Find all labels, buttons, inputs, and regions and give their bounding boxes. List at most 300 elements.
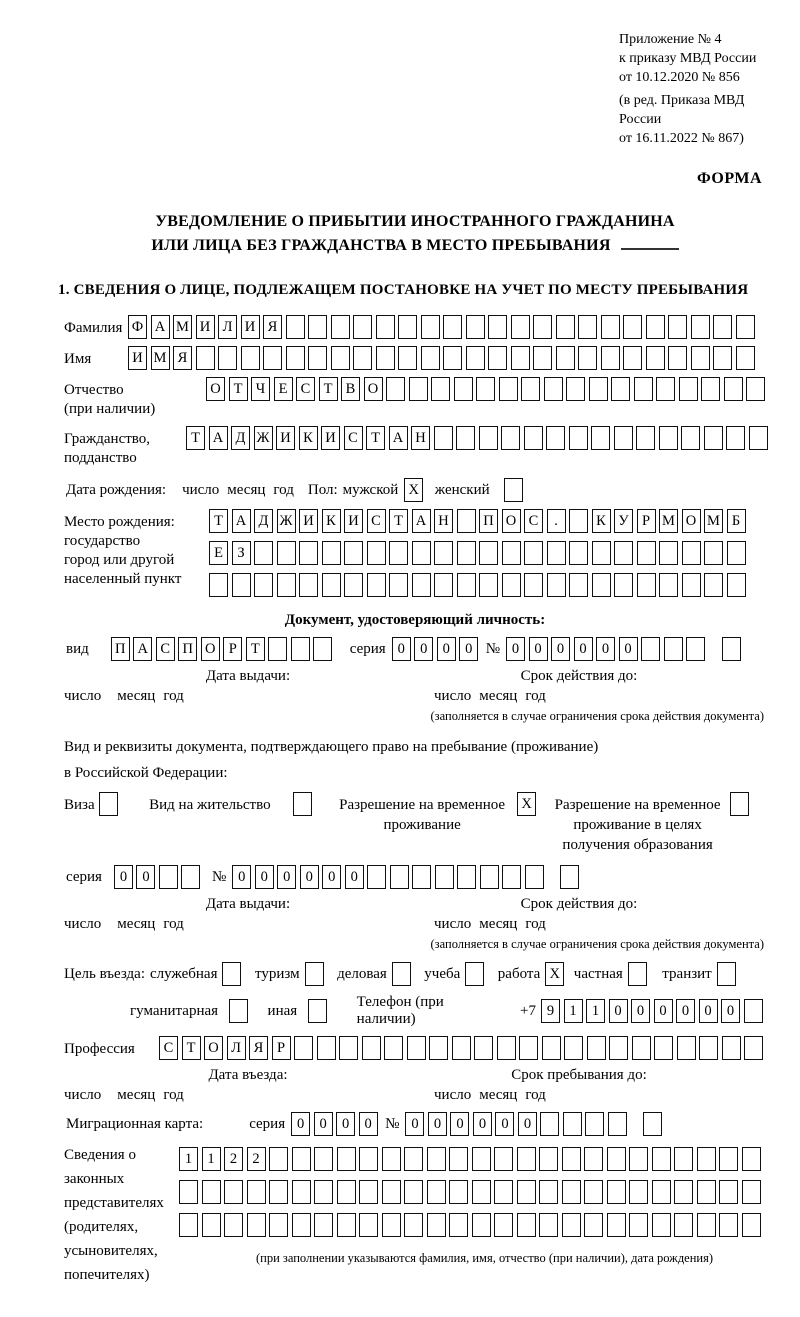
char-box[interactable]: И [276, 426, 295, 450]
char-box[interactable] [664, 637, 683, 661]
char-box[interactable]: 0 [437, 637, 456, 661]
char-box[interactable] [359, 1213, 378, 1237]
char-box[interactable]: А [389, 426, 408, 450]
char-box[interactable]: 0 [518, 1112, 537, 1136]
char-box[interactable] [654, 1036, 673, 1060]
char-box[interactable]: А [133, 637, 152, 661]
char-box[interactable] [427, 1147, 446, 1171]
char-box[interactable]: 2 [224, 1147, 243, 1171]
char-box[interactable]: 0 [450, 1112, 469, 1136]
char-box[interactable] [607, 1213, 626, 1237]
char-box[interactable] [457, 573, 476, 597]
char-box[interactable] [466, 346, 485, 370]
char-box[interactable] [179, 1180, 198, 1204]
char-box[interactable] [542, 1036, 561, 1060]
char-box[interactable]: А [209, 426, 228, 450]
char-box[interactable] [623, 346, 642, 370]
residence-permit-checkbox[interactable] [293, 792, 316, 816]
char-box[interactable]: Н [411, 426, 430, 450]
char-box[interactable] [376, 315, 395, 339]
char-box[interactable] [533, 346, 552, 370]
char-box[interactable] [344, 541, 363, 565]
char-box[interactable] [511, 346, 530, 370]
char-box[interactable]: Р [223, 637, 242, 661]
char-box[interactable] [427, 1213, 446, 1237]
purpose-study-checkbox[interactable] [465, 962, 488, 986]
char-box[interactable] [746, 377, 765, 401]
char-box[interactable] [488, 315, 507, 339]
char-box[interactable] [744, 999, 763, 1023]
char-box[interactable] [742, 1213, 761, 1237]
char-box[interactable] [247, 1213, 266, 1237]
char-box[interactable]: И [196, 315, 215, 339]
char-box[interactable] [480, 865, 499, 889]
char-box[interactable] [362, 1036, 381, 1060]
purpose-private-checkbox[interactable] [628, 962, 651, 986]
char-box[interactable] [392, 962, 411, 986]
char-box[interactable] [646, 346, 665, 370]
char-box[interactable] [569, 426, 588, 450]
birthplace-line3-input[interactable] [209, 573, 749, 597]
char-box[interactable] [99, 792, 118, 816]
char-box[interactable] [713, 315, 732, 339]
char-box[interactable] [699, 1036, 718, 1060]
char-box[interactable] [457, 865, 476, 889]
surname-input[interactable] [128, 315, 758, 339]
char-box[interactable] [544, 377, 563, 401]
char-box[interactable]: Ж [254, 426, 273, 450]
char-box[interactable] [674, 1147, 693, 1171]
char-box[interactable]: С [296, 377, 315, 401]
char-box[interactable] [641, 637, 660, 661]
char-box[interactable] [389, 573, 408, 597]
char-box[interactable] [608, 1112, 627, 1136]
char-box[interactable] [563, 1112, 582, 1136]
char-box[interactable] [497, 1036, 516, 1060]
birthplace-line1-input[interactable] [209, 509, 749, 533]
char-box[interactable] [202, 1213, 221, 1237]
char-box[interactable] [181, 865, 200, 889]
char-box[interactable] [629, 1180, 648, 1204]
char-box[interactable] [434, 541, 453, 565]
char-box[interactable] [569, 573, 588, 597]
char-box[interactable]: С [344, 426, 363, 450]
char-box[interactable] [742, 1180, 761, 1204]
char-box[interactable] [749, 426, 768, 450]
migration-series-input[interactable] [291, 1112, 381, 1136]
char-box[interactable] [502, 541, 521, 565]
char-box[interactable] [517, 1213, 536, 1237]
char-box[interactable]: Т [186, 426, 205, 450]
char-box[interactable] [652, 1180, 671, 1204]
char-box[interactable] [384, 1036, 403, 1060]
char-box[interactable] [299, 573, 318, 597]
char-box[interactable] [382, 1147, 401, 1171]
char-box[interactable] [539, 1213, 558, 1237]
char-box[interactable] [646, 315, 665, 339]
char-box[interactable]: 0 [114, 865, 133, 889]
char-box[interactable]: 0 [676, 999, 695, 1023]
char-box[interactable] [465, 962, 484, 986]
char-box[interactable] [367, 865, 386, 889]
char-box[interactable] [412, 541, 431, 565]
char-box[interactable]: 0 [506, 637, 525, 661]
char-box[interactable]: П [111, 637, 130, 661]
char-box[interactable] [367, 573, 386, 597]
char-box[interactable] [337, 1180, 356, 1204]
char-box[interactable] [277, 541, 296, 565]
char-box[interactable] [614, 573, 633, 597]
char-box[interactable]: М [173, 315, 192, 339]
char-box[interactable]: Е [274, 377, 293, 401]
char-box[interactable] [637, 573, 656, 597]
char-box[interactable] [722, 637, 741, 661]
char-box[interactable] [494, 1213, 513, 1237]
char-box[interactable] [472, 1213, 491, 1237]
char-box[interactable] [713, 346, 732, 370]
char-box[interactable]: 0 [609, 999, 628, 1023]
char-box[interactable] [504, 478, 523, 502]
char-box[interactable]: X [545, 962, 564, 986]
char-box[interactable]: 0 [721, 999, 740, 1023]
char-box[interactable]: М [151, 346, 170, 370]
char-box[interactable] [502, 573, 521, 597]
char-box[interactable]: 0 [336, 1112, 355, 1136]
char-box[interactable]: Т [366, 426, 385, 450]
char-box[interactable] [679, 377, 698, 401]
char-box[interactable] [607, 1147, 626, 1171]
char-box[interactable] [232, 573, 251, 597]
char-box[interactable] [434, 573, 453, 597]
char-box[interactable] [562, 1147, 581, 1171]
purpose-official-checkbox[interactable] [222, 962, 245, 986]
char-box[interactable] [292, 1180, 311, 1204]
char-box[interactable] [474, 1036, 493, 1060]
char-box[interactable] [449, 1147, 468, 1171]
char-box[interactable] [547, 541, 566, 565]
char-box[interactable] [533, 315, 552, 339]
char-box[interactable] [686, 637, 705, 661]
char-box[interactable]: Т [209, 509, 228, 533]
char-box[interactable] [656, 377, 675, 401]
char-box[interactable] [202, 1180, 221, 1204]
char-box[interactable]: М [704, 509, 723, 533]
char-box[interactable]: Т [319, 377, 338, 401]
char-box[interactable] [524, 573, 543, 597]
char-box[interactable]: К [322, 509, 341, 533]
char-box[interactable] [697, 1147, 716, 1171]
char-box[interactable]: Д [231, 426, 250, 450]
char-box[interactable]: Е [209, 541, 228, 565]
char-box[interactable] [722, 1036, 741, 1060]
char-box[interactable]: И [321, 426, 340, 450]
char-box[interactable] [472, 1147, 491, 1171]
char-box[interactable] [454, 377, 473, 401]
char-box[interactable]: Б [727, 509, 746, 533]
char-box[interactable] [726, 426, 745, 450]
char-box[interactable] [614, 541, 633, 565]
residence-series-input[interactable] [114, 865, 204, 889]
sex-male-checkbox[interactable] [404, 478, 427, 502]
char-box[interactable]: Я [263, 315, 282, 339]
char-box[interactable]: Ч [251, 377, 270, 401]
purpose-business-checkbox[interactable] [392, 962, 415, 986]
char-box[interactable]: . [547, 509, 566, 533]
char-box[interactable] [286, 346, 305, 370]
char-box[interactable]: З [232, 541, 251, 565]
char-box[interactable] [449, 1180, 468, 1204]
char-box[interactable]: 0 [459, 637, 478, 661]
char-box[interactable] [517, 1180, 536, 1204]
char-box[interactable] [539, 1180, 558, 1204]
char-box[interactable] [569, 509, 588, 533]
char-box[interactable]: И [128, 346, 147, 370]
char-box[interactable] [434, 426, 453, 450]
char-box[interactable] [359, 1147, 378, 1171]
char-box[interactable] [502, 865, 521, 889]
char-box[interactable] [457, 541, 476, 565]
char-box[interactable]: О [204, 1036, 223, 1060]
char-box[interactable]: С [524, 509, 543, 533]
char-box[interactable]: С [367, 509, 386, 533]
char-box[interactable]: Р [637, 509, 656, 533]
char-box[interactable]: К [299, 426, 318, 450]
char-box[interactable] [308, 346, 327, 370]
char-box[interactable]: И [344, 509, 363, 533]
char-box[interactable] [389, 541, 408, 565]
char-box[interactable] [313, 637, 332, 661]
char-box[interactable] [564, 1036, 583, 1060]
char-box[interactable] [292, 1213, 311, 1237]
char-box[interactable] [404, 1147, 423, 1171]
char-box[interactable]: П [178, 637, 197, 661]
char-box[interactable] [587, 1036, 606, 1060]
char-box[interactable] [305, 962, 324, 986]
char-box[interactable]: 0 [405, 1112, 424, 1136]
purpose-other-checkbox[interactable] [308, 999, 331, 1023]
char-box[interactable]: X [517, 792, 536, 816]
char-box[interactable]: 1 [202, 1147, 221, 1171]
char-box[interactable] [547, 573, 566, 597]
char-box[interactable]: И [299, 509, 318, 533]
char-box[interactable] [314, 1213, 333, 1237]
char-box[interactable]: Т [182, 1036, 201, 1060]
char-box[interactable] [681, 426, 700, 450]
char-box[interactable] [546, 426, 565, 450]
purpose-transit-checkbox[interactable] [717, 962, 740, 986]
char-box[interactable] [592, 541, 611, 565]
char-box[interactable]: 0 [277, 865, 296, 889]
char-box[interactable]: 0 [428, 1112, 447, 1136]
char-box[interactable]: 9 [541, 999, 560, 1023]
char-box[interactable]: А [232, 509, 251, 533]
char-box[interactable] [466, 315, 485, 339]
char-box[interactable]: 0 [300, 865, 319, 889]
char-box[interactable] [421, 315, 440, 339]
char-box[interactable]: 0 [345, 865, 364, 889]
char-box[interactable]: 0 [359, 1112, 378, 1136]
char-box[interactable]: Л [218, 315, 237, 339]
char-box[interactable] [494, 1147, 513, 1171]
char-box[interactable] [727, 541, 746, 565]
char-box[interactable] [697, 1180, 716, 1204]
char-box[interactable] [404, 1213, 423, 1237]
char-box[interactable] [697, 1213, 716, 1237]
migration-number-input[interactable] [405, 1112, 666, 1136]
char-box[interactable]: Т [246, 637, 265, 661]
char-box[interactable] [449, 1213, 468, 1237]
char-box[interactable] [601, 315, 620, 339]
char-box[interactable]: Я [173, 346, 192, 370]
char-box[interactable]: 0 [631, 999, 650, 1023]
char-box[interactable] [691, 315, 710, 339]
char-box[interactable] [556, 315, 575, 339]
char-box[interactable] [159, 865, 178, 889]
guardians-line2-input[interactable] [179, 1180, 764, 1204]
char-box[interactable] [584, 1213, 603, 1237]
char-box[interactable] [742, 1147, 761, 1171]
char-box[interactable] [277, 573, 296, 597]
char-box[interactable] [668, 346, 687, 370]
purpose-humanitarian-checkbox[interactable] [229, 999, 252, 1023]
char-box[interactable] [457, 509, 476, 533]
char-box[interactable] [479, 573, 498, 597]
char-box[interactable] [331, 346, 350, 370]
char-box[interactable]: О [206, 377, 225, 401]
char-box[interactable] [584, 1147, 603, 1171]
char-box[interactable] [412, 573, 431, 597]
char-box[interactable] [562, 1180, 581, 1204]
char-box[interactable] [609, 1036, 628, 1060]
char-box[interactable] [629, 1213, 648, 1237]
char-box[interactable]: 0 [495, 1112, 514, 1136]
char-box[interactable] [353, 346, 372, 370]
char-box[interactable] [719, 1180, 738, 1204]
char-box[interactable] [719, 1213, 738, 1237]
char-box[interactable] [652, 1147, 671, 1171]
char-box[interactable]: О [201, 637, 220, 661]
purpose-work-checkbox[interactable] [545, 962, 568, 986]
char-box[interactable] [224, 1180, 243, 1204]
char-box[interactable] [382, 1213, 401, 1237]
char-box[interactable] [404, 1180, 423, 1204]
char-box[interactable] [479, 426, 498, 450]
char-box[interactable] [224, 1213, 243, 1237]
char-box[interactable] [607, 1180, 626, 1204]
char-box[interactable] [322, 573, 341, 597]
char-box[interactable]: 0 [574, 637, 593, 661]
char-box[interactable] [241, 346, 260, 370]
char-box[interactable]: 0 [414, 637, 433, 661]
char-box[interactable] [409, 377, 428, 401]
char-box[interactable]: 0 [473, 1112, 492, 1136]
char-box[interactable] [218, 346, 237, 370]
char-box[interactable] [229, 999, 248, 1023]
char-box[interactable] [359, 1180, 378, 1204]
char-box[interactable]: Л [227, 1036, 246, 1060]
char-box[interactable] [268, 637, 287, 661]
char-box[interactable] [636, 426, 655, 450]
char-box[interactable] [254, 573, 273, 597]
char-box[interactable] [286, 315, 305, 339]
char-box[interactable] [317, 1036, 336, 1060]
char-box[interactable] [566, 377, 585, 401]
char-box[interactable]: 0 [529, 637, 548, 661]
char-box[interactable] [472, 1180, 491, 1204]
char-box[interactable] [314, 1180, 333, 1204]
char-box[interactable] [299, 541, 318, 565]
char-box[interactable] [691, 346, 710, 370]
char-box[interactable] [704, 426, 723, 450]
char-box[interactable]: 0 [322, 865, 341, 889]
char-box[interactable] [562, 1213, 581, 1237]
char-box[interactable] [519, 1036, 538, 1060]
char-box[interactable] [730, 792, 749, 816]
char-box[interactable]: 1 [564, 999, 583, 1023]
char-box[interactable]: 0 [551, 637, 570, 661]
char-box[interactable]: 0 [255, 865, 274, 889]
char-box[interactable] [435, 865, 454, 889]
char-box[interactable] [517, 1147, 536, 1171]
char-box[interactable] [623, 315, 642, 339]
char-box[interactable]: 0 [314, 1112, 333, 1136]
char-box[interactable] [501, 426, 520, 450]
char-box[interactable]: Ж [277, 509, 296, 533]
char-box[interactable] [632, 1036, 651, 1060]
char-box[interactable]: 0 [619, 637, 638, 661]
char-box[interactable] [704, 541, 723, 565]
char-box[interactable] [578, 346, 597, 370]
residence-number-input[interactable] [232, 865, 583, 889]
char-box[interactable] [412, 865, 431, 889]
char-box[interactable] [431, 377, 450, 401]
char-box[interactable] [407, 1036, 426, 1060]
char-box[interactable] [263, 346, 282, 370]
char-box[interactable]: В [341, 377, 360, 401]
char-box[interactable] [337, 1147, 356, 1171]
char-box[interactable] [591, 426, 610, 450]
char-box[interactable]: Я [249, 1036, 268, 1060]
char-box[interactable] [719, 1147, 738, 1171]
char-box[interactable] [629, 1147, 648, 1171]
char-box[interactable] [386, 377, 405, 401]
char-box[interactable] [421, 346, 440, 370]
char-box[interactable] [601, 346, 620, 370]
char-box[interactable] [585, 1112, 604, 1136]
char-box[interactable]: М [659, 509, 678, 533]
char-box[interactable] [628, 962, 647, 986]
phone-input[interactable] [541, 999, 766, 1023]
purpose-tourism-checkbox[interactable] [305, 962, 328, 986]
char-box[interactable] [429, 1036, 448, 1060]
profession-input[interactable] [159, 1036, 767, 1060]
char-box[interactable]: У [614, 509, 633, 533]
char-box[interactable] [511, 315, 530, 339]
char-box[interactable] [247, 1180, 266, 1204]
char-box[interactable]: Д [254, 509, 273, 533]
char-box[interactable] [556, 346, 575, 370]
char-box[interactable]: О [682, 509, 701, 533]
char-box[interactable]: А [151, 315, 170, 339]
char-box[interactable] [682, 573, 701, 597]
name-input[interactable] [128, 346, 758, 370]
char-box[interactable] [494, 1180, 513, 1204]
char-box[interactable] [724, 377, 743, 401]
char-box[interactable]: 0 [136, 865, 155, 889]
char-box[interactable]: 1 [179, 1147, 198, 1171]
char-box[interactable] [488, 346, 507, 370]
sex-female-checkbox[interactable] [504, 478, 527, 502]
